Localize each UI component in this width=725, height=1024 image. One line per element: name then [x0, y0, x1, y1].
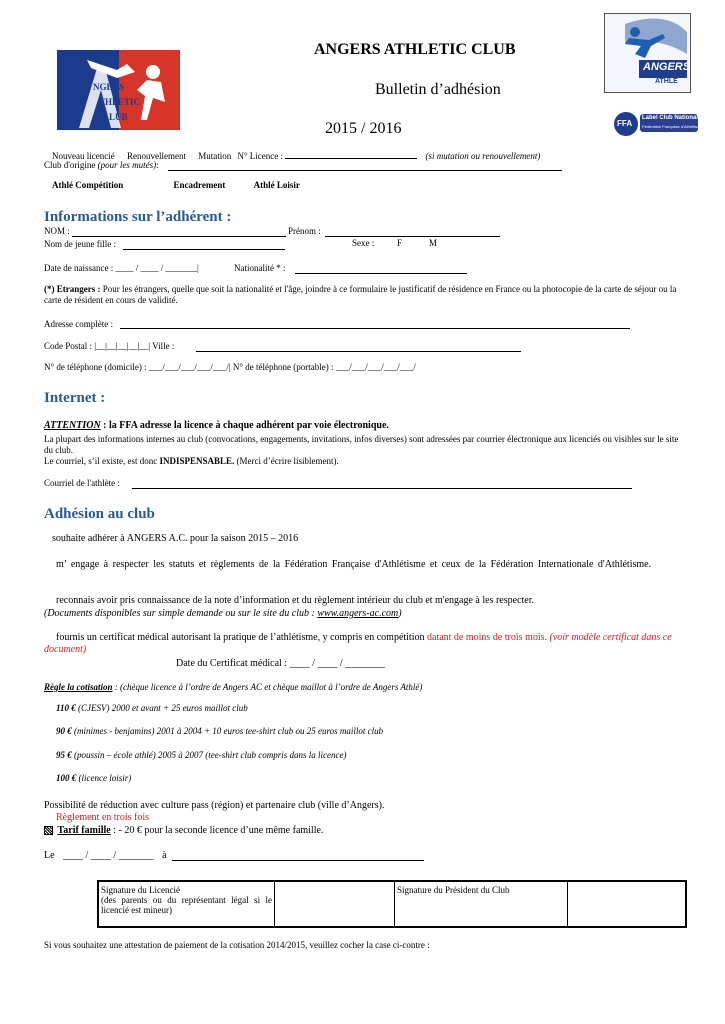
tarif-2-price: 90 €	[56, 726, 72, 736]
courriel-field[interactable]	[132, 478, 632, 489]
tarif-3-price: 95 €	[56, 750, 72, 760]
nom-label: NOM :	[44, 226, 70, 236]
section-adhesion-title: Adhésion au club	[44, 506, 155, 522]
attestation-text: Si vous souhaitez une attestation de paiement de la cotisation 2014/2015, veuillez cocher la case ci-contre :	[44, 940, 430, 950]
internet-p2	[44, 456, 339, 466]
naissance-field[interactable]: ____ / ____ / _______|	[115, 263, 199, 273]
le-label: Le	[44, 850, 55, 861]
adresse-label: Adresse complète :	[44, 319, 113, 329]
licence-label: N° Licence :	[237, 151, 284, 161]
attention-label: ATTENTION	[44, 420, 101, 431]
cp-row	[44, 341, 174, 351]
club-origine-field[interactable]	[168, 160, 562, 171]
ffa-label-line1: Label Club National	[642, 115, 699, 121]
signature-president-title: Signature du Président du Club	[397, 885, 510, 895]
ffa-label-logo	[612, 108, 702, 140]
tarif-famille-row	[44, 825, 323, 836]
cp-label: Code Postal :	[44, 341, 93, 351]
club-origine-note: (pour les mutés)	[97, 160, 157, 170]
nationalite-field[interactable]	[295, 263, 467, 274]
club-origine-colon: :	[156, 160, 159, 170]
tarif-4-desc: (licence loisir)	[78, 773, 132, 783]
adhesion-souhaite: souhaite adhérer à ANGERS A.C. pour la saison 2015 – 2016	[52, 533, 299, 544]
tarif-famille-text: : - 20 € pour la seconde licence d’une même famille.	[113, 825, 324, 836]
tarif-3-desc: (poussin – école athlé) 2005 à 2007 (tee-shirt club compris dans la licence)	[74, 750, 347, 760]
club-website-link[interactable]: www.angers-ac.com	[317, 608, 399, 619]
licence-note: (si mutation ou renouvellement)	[425, 151, 541, 161]
angers-athle-logo	[604, 13, 691, 93]
season: 2015 / 2016	[325, 120, 402, 137]
documents-end: )	[398, 608, 402, 619]
date-certificat-row	[176, 658, 385, 669]
option-mutation[interactable]: Mutation	[198, 151, 232, 161]
signature-licencie-note: (des parents ou du représentant légal si le licencié est mineur)	[101, 895, 272, 915]
tel-row	[44, 362, 416, 372]
tarif-4-price: 100 €	[56, 773, 77, 783]
category-competition[interactable]: Athlé Compétition	[52, 180, 124, 190]
a-label: à	[162, 850, 167, 861]
tarif-3[interactable]	[56, 750, 346, 760]
documents-text: (Documents disponibles sur simple demande ou sur le site du club :	[44, 608, 315, 619]
signature-licencie-box[interactable]	[275, 882, 395, 926]
tarif-2[interactable]	[56, 726, 383, 736]
signature-president-cell[interactable]	[395, 882, 568, 926]
adhesion-certificat	[44, 632, 684, 656]
tarif-famille-label: Tarif famille	[57, 825, 111, 836]
category-loisir[interactable]: Athlé Loisir	[253, 180, 300, 190]
category-encadrement[interactable]: Encadrement	[173, 180, 226, 190]
cotisation-label: Règle la cotisation	[44, 682, 113, 692]
tel-port-field[interactable]: ___/___/___/___/___/	[335, 362, 416, 372]
signature-licencie-title: Signature du Licencié	[101, 885, 180, 895]
tarif-1[interactable]	[56, 703, 248, 713]
signature-licencie-cell[interactable]	[99, 882, 275, 926]
section-info-title: Informations sur l’adhérent :	[44, 209, 232, 225]
tel-dom-field[interactable]: ___/___/___/___/___/|	[148, 362, 231, 372]
le-date-field[interactable]: ____ / ____ / _______	[63, 850, 154, 861]
courriel-label: Courriel de l'athlète :	[44, 478, 120, 488]
cotisation-note: : (chèque licence à l’ordre de Angers AC et chèque maillot à l’ordre de Angers Athlé)	[114, 682, 423, 692]
left-logo-text-2: THLETIC	[99, 97, 141, 107]
cotisation-row	[44, 682, 422, 692]
adresse-field[interactable]	[120, 318, 630, 329]
internet-p1: La plupart des informations internes au club (convocations, engagements, invitations, infos diverses) sont adressées par courrier électronique aux licenciés ou visibles sur le site du club.	[44, 434, 679, 455]
le-row	[44, 850, 167, 861]
option-nouveau[interactable]: Nouveau licencié	[52, 151, 115, 161]
adhesion-reconnais: reconnais avoir pris connaissance de la note d’information et du règlement intérieur du club et m'engage à les respecter.	[56, 595, 535, 606]
date-certificat-label: Date du Certificat médical :	[176, 658, 288, 669]
jeune-fille-label: Nom de jeune fille :	[44, 239, 116, 249]
jeune-fille-field[interactable]	[123, 239, 285, 250]
etrangers-label: (*) Etrangers :	[44, 284, 101, 294]
category-options	[52, 180, 300, 190]
sexe-f[interactable]: F	[397, 238, 403, 248]
internet-p2c: (Merci d’écrire lisiblement).	[236, 456, 339, 466]
naissance-label: Date de naissance :	[44, 263, 114, 273]
left-logo-text-1: NGERS	[93, 82, 125, 92]
form-title: Bulletin d’adhésion	[375, 81, 501, 98]
naissance-row	[44, 263, 199, 273]
certificat-note: (voir modèle certificat dans ce document)	[44, 632, 672, 655]
tel-dom-label: N° de téléphone (domicile) :	[44, 362, 147, 372]
cp-field[interactable]: |__|__|__|__|__|	[94, 341, 151, 351]
club-origine-row	[44, 160, 159, 170]
certificat-red: datant de moins de trois mois.	[427, 632, 547, 643]
reglement-trois-fois: Règlement en trois fois	[56, 812, 150, 823]
club-name: ANGERS ATHLETIC CLUB	[314, 41, 516, 58]
section-internet-title: Internet :	[44, 390, 106, 406]
left-logo-text-3: LUB	[109, 112, 128, 122]
date-certificat-field[interactable]: ____ / ____ / ________	[289, 658, 386, 669]
right-logo-name: ANGERS	[643, 61, 691, 73]
tel-port-label: N° de téléphone (portable) :	[232, 362, 334, 372]
club-origine-label: Club d'origine	[44, 160, 96, 170]
prenom-field[interactable]	[325, 226, 500, 237]
lieu-field[interactable]	[172, 850, 424, 861]
reduction-text: Possibilité de réduction avec culture pass (région) et partenaire club (ville d’Angers).	[44, 800, 385, 811]
adhesion-engage: m’ engage à respecter les statuts et règlements de la Fédération Française d'Athlétisme et ceux de la Fédération Internationale d'Athlétisme.	[56, 559, 652, 570]
nationalite-label: Nationalité * :	[234, 263, 286, 273]
ville-label: Ville :	[152, 341, 175, 351]
certificat-text: fournis un certificat médical autorisant la pratique de l’athlétisme, y compris en compétition	[56, 632, 425, 643]
prenom-label: Prénom :	[288, 226, 321, 236]
ville-field[interactable]	[196, 341, 521, 352]
tarif-1-desc: (CJESV) 2000 et avant + 25 euros maillot club	[78, 703, 248, 713]
tarif-2-desc: (minimes - benjamins) 2001 à 2004 + 10 euros tee-shirt club ou 25 euros maillot club	[74, 726, 384, 736]
licence-number-field[interactable]	[285, 148, 417, 159]
etrangers-text: Pour les étrangers, quelle que soit la nationalité et l'âge, joindre à ce formulaire le justificatif de résidence en France ou la photocopie de la carte de séjour ou la carte de résident en cours de validité.	[44, 284, 677, 305]
nom-field[interactable]	[72, 226, 286, 237]
ffa-label-line2: Fédération Française d'Athlétisme	[642, 124, 703, 129]
signature-table	[97, 880, 687, 928]
tarif-famille-checkbox[interactable]	[44, 826, 53, 835]
option-renouvellement[interactable]: Renouvellement	[126, 151, 186, 161]
internet-p2b: INDISPENSABLE.	[159, 456, 235, 466]
attention-text: : la FFA adresse la licence à chaque adhérent par voie électronique.	[103, 420, 389, 431]
sexe-m[interactable]: M	[429, 238, 438, 248]
right-logo-sub: ATHLE	[655, 78, 678, 85]
attention-line	[44, 420, 389, 431]
internet-p2a: Le courriel, s’il existe, est donc	[44, 456, 158, 466]
club-logo-left	[57, 50, 180, 130]
sexe-label: Sexe :	[352, 238, 375, 248]
adhesion-documents	[44, 608, 402, 619]
etrangers-note	[44, 284, 684, 306]
signature-president-box[interactable]	[568, 882, 685, 926]
ffa-label-ffa: FFA	[617, 119, 633, 128]
tarif-4[interactable]	[56, 773, 131, 783]
tarif-1-price: 110 €	[56, 703, 76, 713]
